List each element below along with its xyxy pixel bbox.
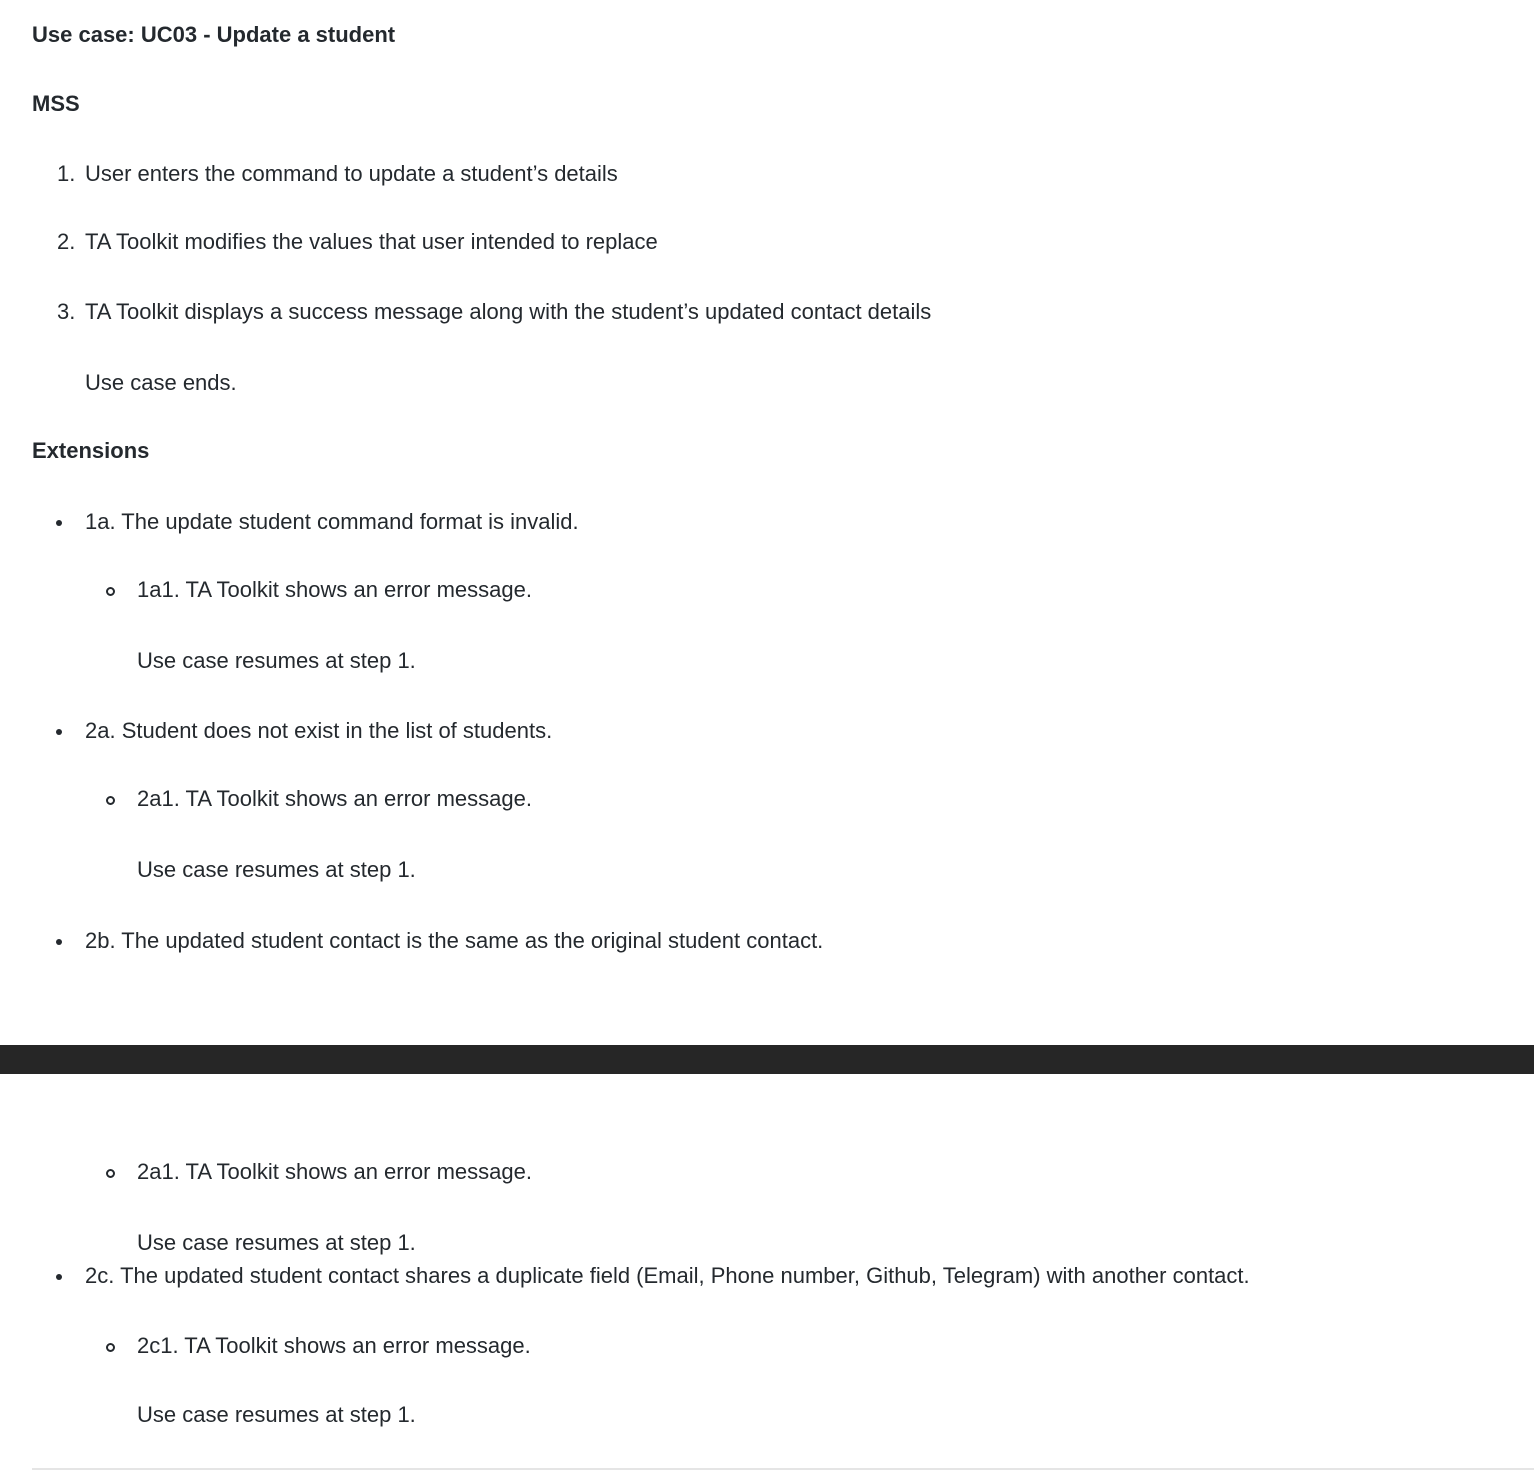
extension-text: 1a. The update student command format is invalid. xyxy=(85,509,579,534)
bullet-circle-icon xyxy=(106,1169,115,1178)
resume-text: Use case resumes at step 1. xyxy=(137,648,416,673)
mss-step-number: 2. xyxy=(57,229,76,254)
bullet-disc-icon xyxy=(56,729,62,735)
extensions-heading: Extensions xyxy=(32,438,150,463)
use-case-title: Use case: UC03 - Update a student xyxy=(32,22,396,47)
extension-subtext: 1a1. TA Toolkit shows an error message. xyxy=(137,577,532,602)
mss-step-number: 3. xyxy=(57,299,76,324)
horizontal-rule xyxy=(32,1468,1534,1470)
bullet-circle-icon xyxy=(106,587,115,596)
extension-subtext: 2c1. TA Toolkit shows an error message. xyxy=(137,1333,531,1358)
mss-step-text: TA Toolkit displays a success message along with the student’s updated contact details xyxy=(85,299,932,324)
mss-heading: MSS xyxy=(32,91,80,116)
bullet-circle-icon xyxy=(106,796,115,805)
mss-step-text: User enters the command to update a student’s details xyxy=(85,161,618,186)
mss-end-text: Use case ends. xyxy=(85,370,237,395)
extension-text: 2b. The updated student contact is the same as the original student contact. xyxy=(85,928,824,953)
bullet-disc-icon xyxy=(56,939,62,945)
mss-step-text: TA Toolkit modifies the values that user intended to replace xyxy=(85,229,658,254)
resume-text: Use case resumes at step 1. xyxy=(137,1230,416,1255)
mss-step-number: 1. xyxy=(57,161,76,186)
bullet-disc-icon xyxy=(56,1274,62,1280)
resume-text: Use case resumes at step 1. xyxy=(137,857,416,882)
bullet-circle-icon xyxy=(106,1343,115,1352)
extension-text: 2a. Student does not exist in the list of students. xyxy=(85,718,553,743)
extension-subtext: 2a1. TA Toolkit shows an error message. xyxy=(137,786,532,811)
extension-text: 2c. The updated student contact shares a duplicate field (Email, Phone number, Github, Telegram) with another contact. xyxy=(85,1263,1250,1288)
resume-text: Use case resumes at step 1. xyxy=(137,1402,416,1427)
extension-subtext: 2a1. TA Toolkit shows an error message. xyxy=(137,1159,532,1184)
section-divider-band xyxy=(0,1045,1534,1074)
bullet-disc-icon xyxy=(56,520,62,526)
